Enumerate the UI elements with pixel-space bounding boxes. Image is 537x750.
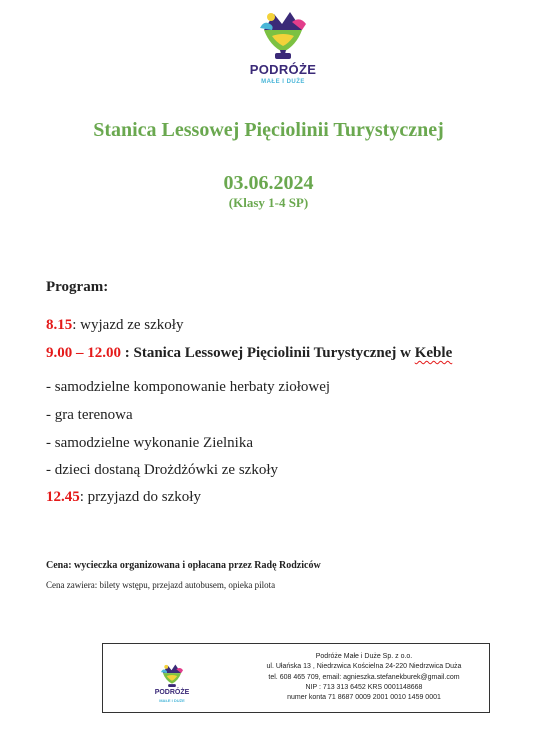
footer-logo-subtitle: MAŁE I DUŻE xyxy=(159,698,185,703)
program-departure xyxy=(46,317,183,334)
activity-item: - samodzielne wykonanie Zielnika xyxy=(46,435,254,451)
company-contact: tel. 608 465 709, email: agnieszka.stefanekburek@gmail.com xyxy=(268,673,460,681)
company-address: ul. Ułańska 13 , Niedrzwica Kościelna 24-220 Niedrzwica Duża xyxy=(266,663,462,671)
company-logo xyxy=(241,8,325,90)
footer-logo-name: PODRÓŻE xyxy=(154,689,190,696)
return-time: 12.45 xyxy=(46,489,80,505)
logo-name: PODRÓŻE xyxy=(249,62,317,77)
activity-item: - dzieci dostaną Drożdżówki ze szkoły xyxy=(46,462,278,478)
activity-item: - gra terenowa xyxy=(46,407,133,423)
program-main xyxy=(46,345,452,362)
balloon-icon xyxy=(258,8,308,60)
company-account: numer konta 71 8687 0009 2001 0010 1459 0001 xyxy=(287,694,441,702)
logo-subtitle: MAŁE I DUŻE xyxy=(261,79,305,85)
trip-title: Stanica Lessowej Pięciolinii Turystycznej xyxy=(93,119,444,141)
departure-text: : wyjazd ze szkoły xyxy=(72,317,184,333)
return-text: : przyjazd do szkoły xyxy=(79,489,201,505)
departure-time: 8.15 xyxy=(46,317,73,333)
main-time: 9.00 – 12.00 xyxy=(46,345,121,361)
trip-classes: (Klasy 1-4 SP) xyxy=(228,195,309,210)
main-text: : Stanica Lessowej Pięciolinii Turystycznej w xyxy=(121,345,415,361)
trip-date: 03.06.2024 xyxy=(223,172,314,194)
footer-logo xyxy=(147,662,197,706)
program-return xyxy=(46,489,201,506)
price-includes: Cena zawiera: bilety wstępu, przejazd autobusem, opieka pilota xyxy=(46,580,276,590)
company-ids: NIP : 713 313 6452 KRS 0001148668 xyxy=(305,683,423,691)
company-name: Podróże Małe i Duże Sp. z o.o. xyxy=(315,653,413,660)
price-line: Cena: wycieczka organizowana i opłacana przez Radę Rodziców xyxy=(46,560,321,571)
activity-item: - samodzielne komponowanie herbaty ziołowej xyxy=(46,379,331,395)
balloon-icon xyxy=(160,662,184,688)
program-heading: Program: xyxy=(46,279,109,295)
company-info xyxy=(253,652,475,703)
main-place: Keble xyxy=(414,345,453,361)
footer-box xyxy=(102,643,490,713)
